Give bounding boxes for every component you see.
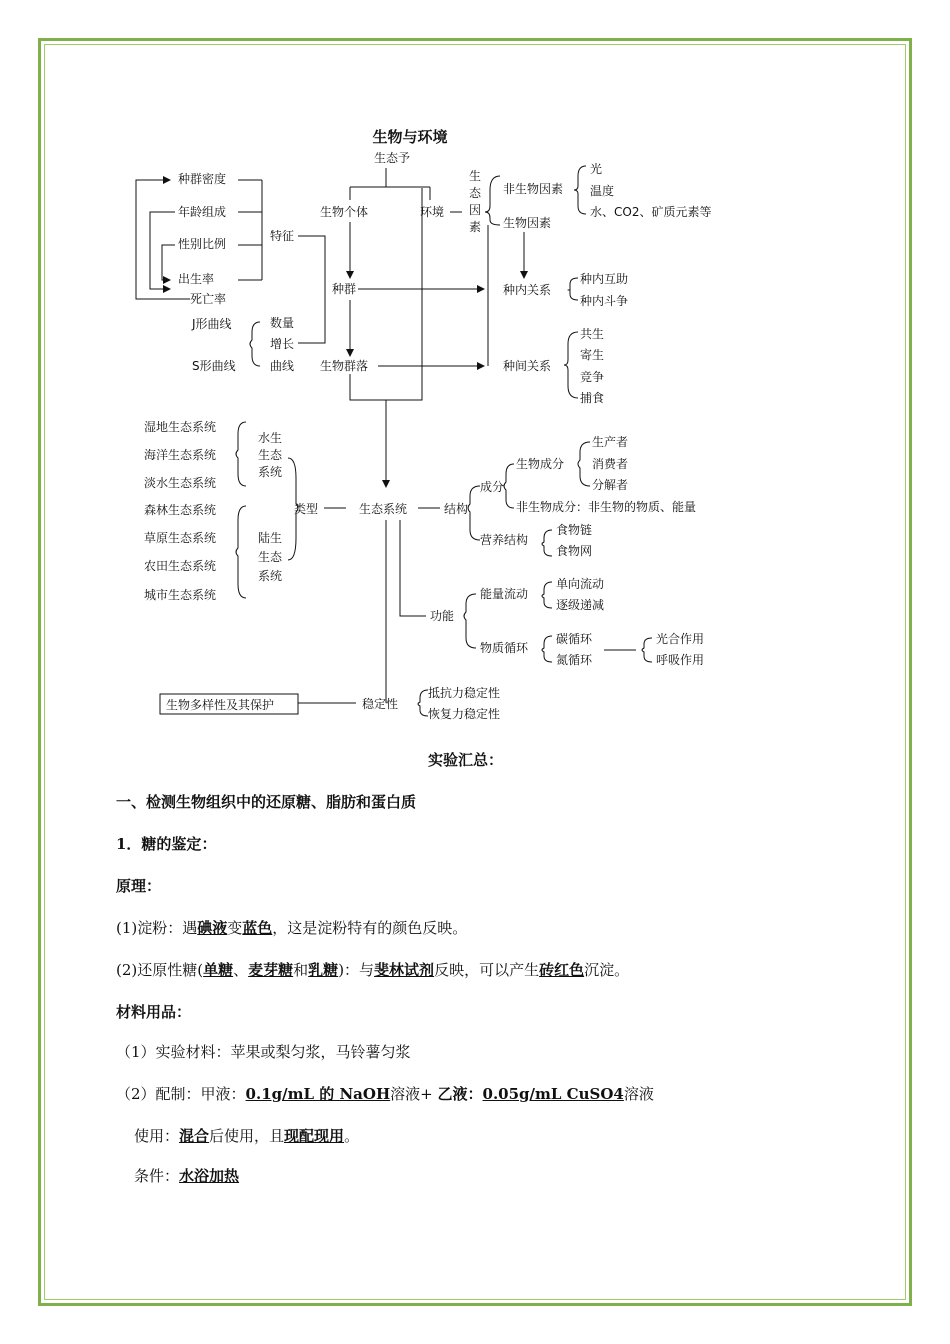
pop-feature-density: 种群密度 (178, 172, 227, 186)
materials-line-1: （1）实验材料：苹果或梨匀浆，马铃薯匀浆 (116, 1043, 411, 1061)
eco-factor-char-2: 态 (468, 186, 482, 200)
food-chain: 食物链 (556, 523, 593, 537)
biodiversity-label: 生物多样性及其保护 (166, 698, 275, 712)
eco-freshwater: 淡水生态系统 (144, 476, 217, 490)
trophic-label: 营养结构 (480, 533, 529, 547)
materials-line-2: （2）配制：甲液：0.1g/mL 的 NaOH溶液+ 乙液：0.05g/mL CuSO4溶液 (116, 1085, 654, 1103)
eco-factor-char-4: 素 (468, 220, 482, 234)
carbon-cycle: 碳循环 (556, 632, 593, 646)
intra-item-mutual: 种内互助 (580, 272, 629, 286)
individual-label: 生物个体 (319, 205, 369, 219)
eco-factor-char-1: 生 (468, 169, 482, 183)
intra-relation-label: 种内关系 (503, 283, 552, 297)
components-label: 成分 (480, 480, 505, 494)
abiotic-item-temp: 温度 (590, 184, 615, 198)
diagram-title: 生物与环境 (372, 128, 448, 146)
inter-item-predation: 捕食 (580, 391, 605, 405)
water-label-1: 水生 (258, 431, 283, 445)
principle-label: 原理： (116, 877, 162, 895)
inter-relation-label: 种间关系 (503, 359, 552, 373)
pop-feature-age: 年龄组成 (178, 205, 227, 219)
structure-label: 结构 (444, 502, 469, 516)
intra-item-struggle: 种内斗争 (580, 294, 629, 308)
summary-title: 实验汇总： (428, 751, 504, 769)
curve-s: S形曲线 (192, 359, 236, 373)
water-label-3: 系统 (258, 465, 283, 479)
growth-char-3: 曲线 (270, 359, 295, 373)
eco-farmland: 农田生态系统 (144, 559, 217, 573)
community-label: 生物群落 (319, 359, 369, 373)
principle-starch: (1)淀粉：遇碘液变蓝色，这是淀粉特有的颜色反映。 (116, 919, 468, 937)
resilience-stability: 恢复力稳定性 (428, 707, 501, 721)
food-web: 食物网 (556, 544, 593, 558)
eco-grassland: 草原生态系统 (144, 531, 217, 545)
type-label: 类型 (294, 502, 319, 516)
resistance-stability: 抵抗力稳定性 (428, 686, 501, 700)
abiotic-item-light: 光 (590, 162, 603, 176)
feature-label: 特征 (270, 229, 295, 243)
usage-line: 使用：混合后使用，且现配现用。 (134, 1127, 360, 1145)
environment-label: 环境 (419, 205, 445, 219)
inter-item-symbiosis: 共生 (580, 327, 605, 341)
material-cycle-label: 物质循环 (480, 641, 529, 655)
consumer: 消费者 (592, 457, 629, 471)
principle-reducing-sugar: (2)还原性糖(单糖、麦芽糖和乳糖)：与斐林试剂反映，可以产生砖红色沉淀。 (116, 961, 630, 979)
abiotic-comp-label: 非生物成分：非生物的物质、能量 (516, 500, 697, 514)
sub-heading-sugar: 1．糖的鉴定： (116, 835, 217, 853)
photosynthesis: 光合作用 (656, 632, 705, 646)
eco-wetland: 湿地生态系统 (144, 420, 217, 434)
land-label-3: 系统 (258, 569, 283, 583)
energy-flow-label: 能量流动 (480, 587, 529, 601)
eco-ocean: 海洋生态系统 (144, 448, 217, 462)
materials-label: 材料用品： (116, 1003, 192, 1021)
energy-unidirectional: 单向流动 (556, 577, 605, 591)
respiration: 呼吸作用 (656, 653, 705, 667)
eco-factor-char-3: 因 (468, 203, 482, 217)
energy-decreasing: 逐级递减 (556, 598, 605, 612)
nitrogen-cycle: 氮循环 (556, 653, 593, 667)
population-label: 种群 (331, 282, 357, 296)
growth-char-2: 增长 (270, 337, 295, 351)
eco-city: 城市生态系统 (144, 588, 217, 602)
abiotic-factor-label: 非生物因素 (503, 182, 564, 196)
stability-label: 稳定性 (362, 697, 399, 711)
inter-item-competition: 竞争 (580, 370, 605, 384)
curve-j: J形曲线 (192, 317, 232, 331)
biosphere-label: 生态予 (373, 151, 411, 165)
abiotic-item-water: 水、CO2、矿质元素等 (590, 205, 712, 219)
pop-feature-death: 死亡率 (190, 292, 227, 306)
section-1-heading: 一、检测生物组织中的还原糖、脂肪和蛋白质 (116, 793, 417, 811)
inter-item-parasitism: 寄生 (580, 348, 605, 362)
ecosystem-label: 生态系统 (358, 502, 408, 516)
function-label: 功能 (430, 609, 455, 623)
condition-line: 条件：水浴加热 (134, 1167, 240, 1185)
pop-feature-sex: 性别比例 (178, 237, 227, 251)
decomposer: 分解者 (592, 478, 629, 492)
land-label-1: 陆生 (258, 531, 283, 545)
biotic-comp-label: 生物成分 (516, 457, 565, 471)
water-label-2: 生态 (258, 448, 283, 462)
growth-char-1: 数量 (270, 316, 295, 330)
land-label-2: 生态 (258, 550, 283, 564)
biotic-factor-label: 生物因素 (503, 216, 552, 230)
producer: 生产者 (592, 435, 629, 449)
eco-forest: 森林生态系统 (144, 503, 217, 517)
pop-feature-birth: 出生率 (178, 272, 215, 286)
